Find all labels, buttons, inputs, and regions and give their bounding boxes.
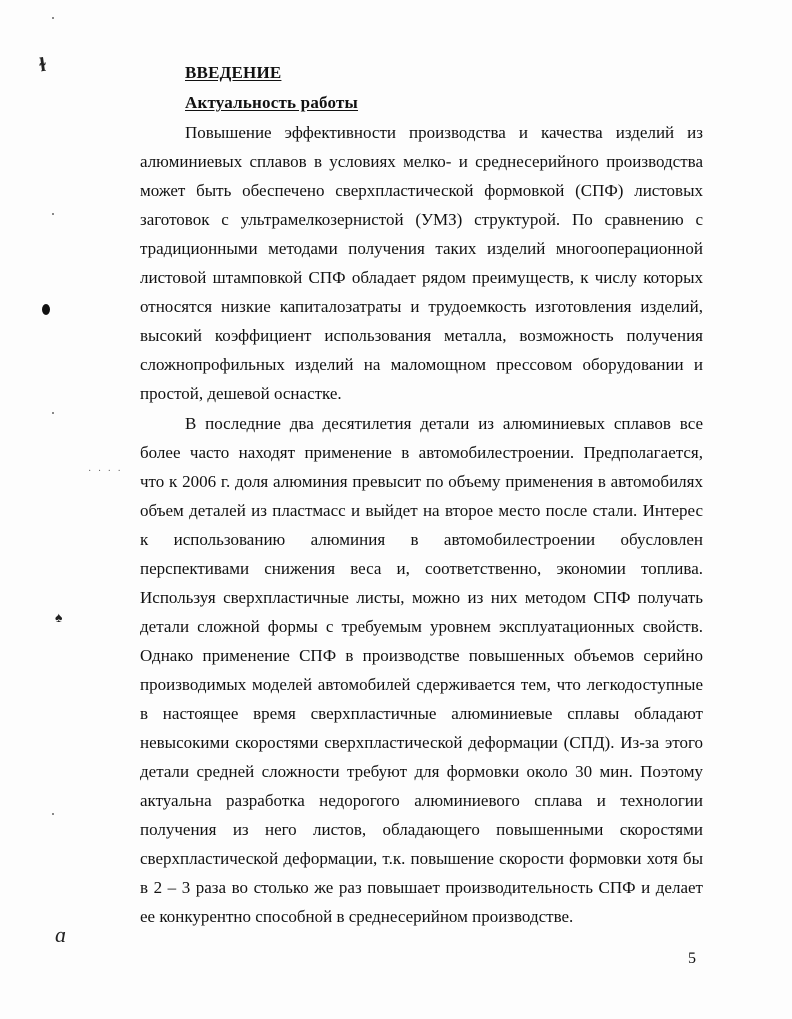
paragraph-line: традиционными методами получения таких изделий многооперационной (140, 239, 703, 258)
paragraph-line: Повышение эффективности производства и качества изделий из (185, 123, 703, 142)
paragraph-line: актуальна разработка недорогого алюминиевого сплава и технологии (140, 791, 703, 810)
paragraph-line: в настоящее время сверхпластичные алюминиевые сплавы обладают (140, 704, 703, 723)
section-heading-relevance: Актуальность работы (185, 93, 359, 112)
paragraph-line: к использованию алюминия в автомобилестроении обусловлен (140, 530, 703, 549)
paragraph-line: может быть обеспечено сверхпластической формовкой (СПФ) листовых (140, 181, 703, 200)
page-number: 5 (688, 950, 696, 967)
scan-dot-icon (42, 304, 50, 315)
scan-mark-icon: ɫ (38, 53, 47, 77)
paragraph-line: заготовок с ультрамелкозернистой (УМЗ) структурой. По сравнению с (140, 210, 703, 229)
paragraph-1 (140, 118, 703, 408)
paragraph-line: Однако применение СПФ в производстве повышенных объемов серийно (140, 646, 703, 665)
paragraph-line: более часто находят применение в автомобилестроении. Предполагается, (140, 443, 703, 462)
paragraph-line: производимых моделей автомобилей сдерживается тем, что легкодоступные (140, 675, 703, 694)
paragraph-line: сверхпластической деформации, т.к. повышение скорости формовки хотя бы (140, 849, 703, 868)
paragraph-line: детали средней сложности требуют для формовки около 30 мин. Поэтому (140, 762, 703, 781)
scan-speck-icon (52, 813, 54, 815)
paragraph-line: невысокими скоростями сверхпластической деформации (СПД). Из-за этого (140, 733, 703, 752)
scan-mark-icon: ɑ (55, 922, 66, 947)
paragraph-line: сложнопрофильных изделий на маломощном прессовом оборудовании и (140, 355, 703, 374)
paragraph-line: алюминиевых сплавов в условиях мелко- и среднесерийного производства (140, 152, 703, 171)
paragraph-line: В последние два десятилетия детали из алюминиевых сплавов все (185, 414, 703, 433)
section-heading-introduction: ВВЕДЕНИЕ (185, 63, 282, 82)
scan-speck-icon (52, 17, 54, 19)
scan-mark-icon: ♠ (55, 611, 63, 626)
scan-speck-icon (52, 213, 54, 215)
paragraph-line: перспективами снижения веса и, соответственно, экономии топлива. (140, 559, 703, 578)
paragraph-line: Используя сверхпластичные листы, можно из них методом СПФ получать (140, 588, 703, 607)
paragraph-line: ее конкурентно способной в среднесерийном производстве. (140, 907, 574, 926)
paragraph-line: что к 2006 г. доля алюминия превысит по объему применения в автомобилях (140, 472, 703, 491)
scan-dots-icon: · · · · (88, 466, 123, 477)
paragraph-line: детали сложной формы с требуемым уровнем эксплуатационных свойств. (140, 617, 703, 636)
paragraph-line: листовой штамповкой СПФ обладает рядом преимуществ, к числу которых (140, 268, 703, 287)
paragraph-line: относятся низкие капиталозатраты и трудоемкость изготовления изделий, (140, 297, 703, 316)
paragraph-line: высокий коэффициент использования металла, возможность получения (140, 326, 703, 345)
paragraph-line: простой, дешевой оснастке. (140, 384, 342, 403)
paragraph-line: получения из него листов, обладающего повышенными скоростями (140, 820, 703, 839)
scan-speck-icon (52, 412, 54, 414)
paragraph-2 (140, 409, 703, 931)
paragraph-line: в 2 – 3 раза во столько же раз повышает производительность СПФ и делает (140, 878, 703, 897)
paragraph-line: объем деталей из пластмасс и выйдет на второе место после стали. Интерес (140, 501, 703, 520)
